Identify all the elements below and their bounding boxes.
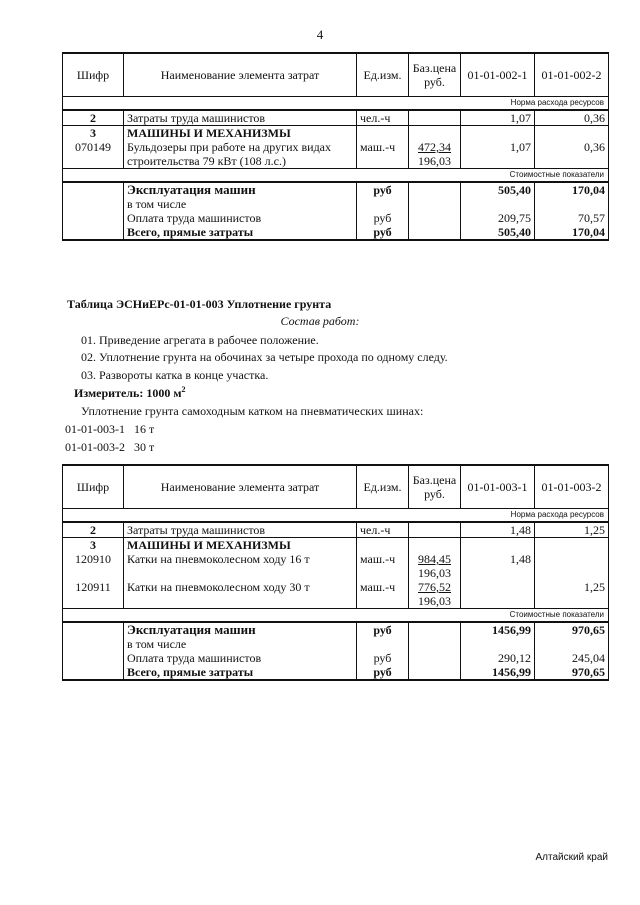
header-base-price: Баз.цена руб. — [409, 465, 461, 509]
header-col2: 01-01-003-2 — [535, 465, 609, 509]
table-row: 070149 Бульдозеры при работе на других видах строительства 79 кВт (108 л.с.) маш.-ч 472,34 196,03 1,07 0,36 — [63, 140, 609, 169]
meter-label: Измеритель: 1000 $м^2$ — [74, 385, 186, 400]
table-row: Всего, прямые затраты руб 505,40 170,04 — [63, 225, 609, 240]
header-col1: 01-01-002-1 — [461, 53, 535, 97]
table-header-row — [63, 465, 609, 509]
cost-label-row — [63, 169, 609, 183]
table-row: 3 МАШИНЫ И МЕХАНИЗМЫ — [63, 126, 609, 141]
work-step: 03. Развороты катка в конце участка. — [81, 368, 269, 382]
cost-label: Стоимостные показатели — [63, 609, 609, 623]
table-row: Всего, прямые затраты руб 1456,99 970,65 — [63, 665, 609, 680]
variant-line: 01-01-003-1 16 т — [65, 422, 155, 436]
header-code: Шифр — [63, 465, 124, 509]
table-row: 120910 Катки на пневмоколесном ходу 16 т маш.-ч 984,45 196,03 1,48 — [63, 552, 609, 580]
norm-label-row — [63, 97, 609, 111]
table-row: Эксплуатация машин в том числе руб 505,40 170,04 — [63, 182, 609, 211]
table-row: 2 Затраты труда машинистов чел.-ч 1,48 1,25 — [63, 522, 609, 538]
header-name: Наименование элемента затрат — [124, 53, 357, 97]
work-composition-heading: Состав работ: — [280, 314, 360, 328]
header-col1: 01-01-003-1 — [461, 465, 535, 509]
norm-label: Норма расхода ресурсов — [63, 509, 609, 523]
section-title: Таблица ЭСНиЕРс-01-01-003 Уплотнение грунта — [67, 297, 332, 311]
header-name: Наименование элемента затрат — [124, 465, 357, 509]
variant-line: 01-01-003-2 30 т — [65, 440, 155, 454]
resource-table-2 — [62, 464, 609, 681]
resource-table-1 — [62, 52, 609, 241]
header-unit: Ед.изм. — [357, 465, 409, 509]
norm-label: Норма расхода ресурсов — [63, 97, 609, 111]
table-row: Оплата труда машинистов руб 209,75 70,57 — [63, 211, 609, 225]
cost-label-row — [63, 609, 609, 623]
table-row: Эксплуатация машин в том числе руб 1456,99 970,65 — [63, 622, 609, 651]
table-row: 3 МАШИНЫ И МЕХАНИЗМЫ — [63, 538, 609, 553]
header-base-price: Баз.цена руб. — [409, 53, 461, 97]
table-row: 2 Затраты труда машинистов чел.-ч 1,07 0,36 — [63, 110, 609, 126]
page-number: 4 — [316, 27, 324, 42]
work-step: 02. Уплотнение грунта на обочинах за четыре прохода по одному следу. — [81, 350, 448, 364]
table-row: Оплата труда машинистов руб 290,12 245,04 — [63, 651, 609, 665]
header-col2: 01-01-002-2 — [535, 53, 609, 97]
work-step: 01. Приведение агрегата в рабочее положение. — [81, 333, 319, 347]
table-row: 120911 Катки на пневмоколесном ходу 30 т маш.-ч 776,52 196,03 1,25 — [63, 580, 609, 609]
work-description: Уплотнение грунта самоходным катком на пневматических шинах: — [81, 404, 424, 418]
header-unit: Ед.изм. — [357, 53, 409, 97]
table-header-row — [63, 53, 609, 97]
cost-label: Стоимостные показатели — [63, 169, 609, 183]
region-footer: Алтайский край — [535, 852, 608, 863]
norm-label-row — [63, 509, 609, 523]
header-code: Шифр — [63, 53, 124, 97]
